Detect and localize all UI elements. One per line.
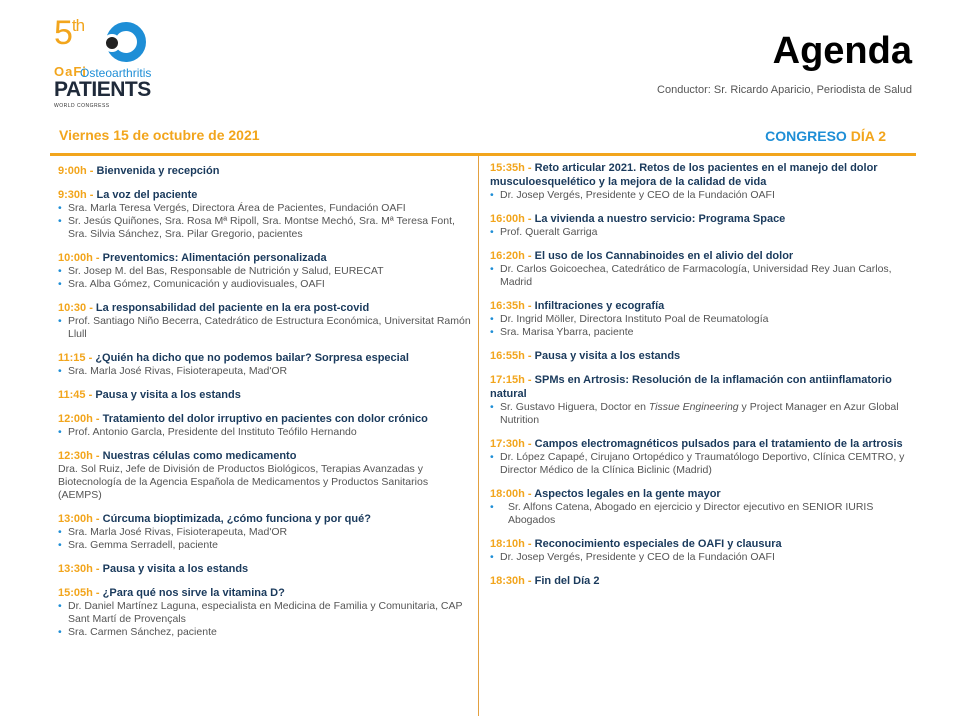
agenda-title-text: Nuestras células como medicamento xyxy=(102,450,297,462)
agenda-time: 17:15h xyxy=(490,374,525,386)
agenda-item-title: 13:00h - Cúrcuma bioptimizada, ¿cómo funciona y por qué? xyxy=(58,513,371,525)
agenda-time: 18:00h xyxy=(490,488,525,500)
agenda-time: 16:55h xyxy=(490,350,525,362)
agenda-time: 15:05h xyxy=(58,587,93,599)
agenda-title-text: Cúrcuma bioptimizada, ¿cómo funciona y por qué? xyxy=(102,513,371,525)
agenda-item xyxy=(490,437,920,477)
agenda-time: 10:30 xyxy=(58,302,87,314)
speaker: • Prof. Queralt Garriga xyxy=(490,226,920,239)
agenda-item-title: 11:15 - ¿Quién ha dicho que no podemos bailar? Sorpresa especial xyxy=(58,352,409,364)
speaker: • Sra. Marla José Rivas, Fisioterapeuta, Mad'OR xyxy=(58,526,474,539)
agenda-item-title: 17:15h - SPMs en Artrosis: Resolución de la inflamación con antiinflamatorio natural xyxy=(490,374,892,400)
column-divider xyxy=(478,156,479,716)
agenda-item-title: 16:35h - Infiltraciones y ecografía xyxy=(490,300,665,312)
speaker-part: y Project Manager en Azur Global Nutrition xyxy=(500,401,899,426)
speaker: • Prof. Antonio Garcla, Presidente del Instituto Teófilo Hernando xyxy=(58,426,474,439)
agenda-item xyxy=(58,512,474,552)
speaker xyxy=(490,401,920,427)
agenda-item-title: 15:35h - Reto articular 2021. Retos de los pacientes en el manejo del dolor musculoesquelético y la mejora de la calidad de vida xyxy=(490,162,878,188)
agenda-title-text: Pausa y visita a los estands xyxy=(95,389,241,401)
speaker-italic: Tissue Engineering xyxy=(648,401,739,413)
page-title: Agenda xyxy=(772,30,912,72)
agenda-time: 12:00h xyxy=(58,413,93,425)
agenda-item-title: 18:00h - Aspectos legales en la gente mayor xyxy=(490,488,721,500)
agenda-item xyxy=(58,562,474,576)
speaker: Dra. Sol Ruiz, Jefe de División de Productos Biológicos, Terapias Avanzadas y Biotecnología de la Agencia Española de Medicamentos y Productos Sanitarios (AEMPS) xyxy=(58,463,429,501)
logo-patients: PATIENTS xyxy=(54,78,151,101)
agenda-item-title: 11:45 - Pausa y visita a los estands xyxy=(58,389,241,401)
speaker: • Dr. Carlos Goicoechea, Catedrático de Farmacología, Universidad Rey Juan Carlos, Madrid xyxy=(490,263,920,289)
congress-logo xyxy=(50,14,170,114)
speaker: • Sra. Alba Gómez, Comunicación y audiovisuales, OAFI xyxy=(58,278,474,291)
agenda-item-title: 18:10h - Reconocimiento especiales de OAFI y clausura xyxy=(490,538,782,550)
logo-ring-icon xyxy=(106,22,146,62)
agenda-title-text: Tratamiento del dolor irruptivo en pacientes con dolor crónico xyxy=(102,413,428,425)
agenda-title-text: Pausa y visita a los estands xyxy=(534,350,681,362)
agenda-time: 11:15 xyxy=(58,352,86,364)
agenda-item xyxy=(58,164,474,178)
conductor: Conductor: Sr. Ricardo Aparicio, Periodista de Salud xyxy=(657,84,912,96)
agenda-item xyxy=(490,373,920,427)
agenda-time: 16:35h xyxy=(490,300,525,312)
agenda-title-text: Preventomics: Alimentación personalizada xyxy=(102,252,327,264)
agenda-title-text: La responsabilidad del paciente en la era post-covid xyxy=(95,302,370,314)
agenda-item xyxy=(58,586,474,639)
agenda-item xyxy=(490,299,920,339)
speaker: • Sr. Josep M. del Bas, Responsable de Nutrición y Salud, EURECAT xyxy=(58,265,474,278)
agenda-item xyxy=(490,161,920,202)
logo-world-congress: WORLD CONGRESS xyxy=(54,103,110,109)
speaker: • Dr. Josep Vergés, Presidente y CEO de la Fundación OAFI xyxy=(490,189,920,202)
speaker-part: Sr. Gustavo Higuera, Doctor en xyxy=(500,401,649,413)
agenda-item xyxy=(490,574,920,588)
congress-day: CONGRESO DÍA 2 xyxy=(765,128,886,144)
agenda-title-text: La voz del paciente xyxy=(96,189,198,201)
agenda-item xyxy=(490,212,920,239)
agenda-title-text: ¿Para qué nos sirve la vitamina D? xyxy=(102,587,285,599)
agenda-item xyxy=(490,249,920,289)
agenda-item-title: 12:00h - Tratamiento del dolor irruptivo en pacientes con dolor crónico xyxy=(58,413,428,425)
speaker: • Dr. López Capapé, Cirujano Ortopédico y Traumatólogo Deportivo, Clínica CEMTRO, y Director Médico de la Clínica Biclinic (Madrid) xyxy=(490,451,920,477)
agenda-time: 16:00h xyxy=(490,213,525,225)
agenda-title-text: Bienvenida y recepción xyxy=(96,165,220,177)
agenda-left-column xyxy=(58,164,474,649)
agenda-time: 13:30h xyxy=(58,563,93,575)
agenda-title-text: Reto articular 2021. Retos de los pacientes en el manejo del dolor musculoesquelético y la mejora de la calidad de vida xyxy=(490,162,878,188)
speaker: • Dr. Daniel Martínez Laguna, especialista en Medicina de Familia y Comunitaria, CAP Sant Martí de Provençals xyxy=(58,600,474,626)
agenda-item xyxy=(58,251,474,291)
speaker: • Sra. Gemma Serradell, paciente xyxy=(58,539,474,552)
agenda-time: 18:30h xyxy=(490,575,525,587)
agenda-item xyxy=(58,388,474,402)
speaker: • Sra. Marla Teresa Vergés, Directora Área de Pacientes, Fundación OAFI xyxy=(58,202,474,215)
agenda-title-text: ¿Quién ha dicho que no podemos bailar? Sorpresa especial xyxy=(95,352,409,364)
agenda-title-text: La vivienda a nuestro servicio: Programa Space xyxy=(534,213,786,225)
agenda-title-text: Pausa y visita a los estands xyxy=(102,563,249,575)
agenda-item-title: 16:20h - El uso de los Cannabinoides en el alivio del dolor xyxy=(490,250,794,262)
agenda-time: 10:00h xyxy=(58,252,93,264)
speaker: • Dr. Ingrid Möller, Directora Instituto Poal de Reumatología xyxy=(490,313,920,326)
agenda-item-title: 13:30h - Pausa y visita a los estands xyxy=(58,563,249,575)
agenda-time: 17:30h xyxy=(490,438,525,450)
agenda-title-text: El uso de los Cannabinoides en el alivio del dolor xyxy=(534,250,794,262)
agenda-item xyxy=(58,412,474,439)
logo-oafi: OaFi xyxy=(54,64,87,79)
agenda-time: 11:45 xyxy=(58,389,86,401)
agenda-item xyxy=(490,349,920,363)
agenda-right-column xyxy=(490,161,920,598)
agenda-title-text: Reconocimiento especiales de OAFI y clausura xyxy=(534,538,782,550)
speaker: • Sra. Carmen Sánchez, paciente xyxy=(58,626,474,639)
speaker: • Dr. Josep Vergés, Presidente y CEO de la Fundación OAFI xyxy=(490,551,920,564)
header-divider xyxy=(50,153,916,156)
agenda-time: 18:10h xyxy=(490,538,525,550)
agenda-title-text: Infiltraciones y ecografía xyxy=(534,300,665,312)
agenda-item xyxy=(490,487,920,527)
agenda-title-text: Campos electromagnéticos pulsados para el tratamiento de la artrosis xyxy=(534,438,903,450)
agenda-item-title: 9:00h - Bienvenida y recepción xyxy=(58,165,220,177)
speaker: • Prof. Santiago Niño Becerra, Catedrático de Estructura Económica, Universitat Ramón Llull xyxy=(58,315,474,341)
agenda-item-title: 15:05h - ¿Para qué nos sirve la vitamina D? xyxy=(58,587,285,599)
agenda-time: 9:00h xyxy=(58,165,87,177)
agenda-item-title: 12:30h - Nuestras células como medicamento xyxy=(58,450,297,462)
logo-osteoarthritis: Osteoarthritis xyxy=(80,66,152,80)
agenda-item xyxy=(58,188,474,241)
speaker: • Sr. Jesús Quiñones, Sra. Rosa Mª Ripoll, Sra. Montse Mechó, Sra. Mª Teresa Font, Sra. Silvia Sánchez, Sra. Pilar Gregorio, pacientes xyxy=(58,215,474,241)
agenda-item-title: 16:55h - Pausa y visita a los estands xyxy=(490,350,681,362)
agenda-item-title: 10:30 - La responsabilidad del paciente en la era post-covid xyxy=(58,302,370,314)
agenda-item xyxy=(58,301,474,341)
agenda-item-title: 9:30h - La voz del paciente xyxy=(58,189,198,201)
agenda-time: 15:35h xyxy=(490,162,525,174)
agenda-item xyxy=(490,537,920,564)
agenda-item-title: 10:00h - Preventomics: Alimentación personalizada xyxy=(58,252,327,264)
agenda-title-text: Fin del Día 2 xyxy=(534,575,600,587)
agenda-item xyxy=(58,351,474,378)
agenda-time: 13:00h xyxy=(58,513,93,525)
agenda-title-text: SPMs en Artrosis: Resolución de la inflamación con antiinflamatorio natural xyxy=(490,374,892,400)
agenda-time: 12:30h xyxy=(58,450,93,462)
agenda-item-title: 17:30h - Campos electromagnéticos pulsados para el tratamiento de la artrosis xyxy=(490,438,903,450)
agenda-item-title: 16:00h - La vivienda a nuestro servicio: Programa Space xyxy=(490,213,786,225)
agenda-title-text: Aspectos legales en la gente mayor xyxy=(534,488,721,500)
speaker: • Sra. Marisa Ybarra, paciente xyxy=(490,326,920,339)
agenda-time: 9:30h xyxy=(58,189,87,201)
event-date: Viernes 15 de octubre de 2021 xyxy=(59,127,260,143)
speaker: • Sr. Alfons Catena, Abogado en ejercicio y Director ejecutivo en SENIOR IURIS Abogados xyxy=(490,501,920,527)
agenda-item-title: 18:30h - Fin del Día 2 xyxy=(490,575,600,587)
logo-edition: 5th xyxy=(54,14,85,52)
agenda-item xyxy=(58,449,474,502)
speaker: • Sra. Marla José Rivas, Fisioterapeuta, Mad'OR xyxy=(58,365,474,378)
agenda-time: 16:20h xyxy=(490,250,525,262)
